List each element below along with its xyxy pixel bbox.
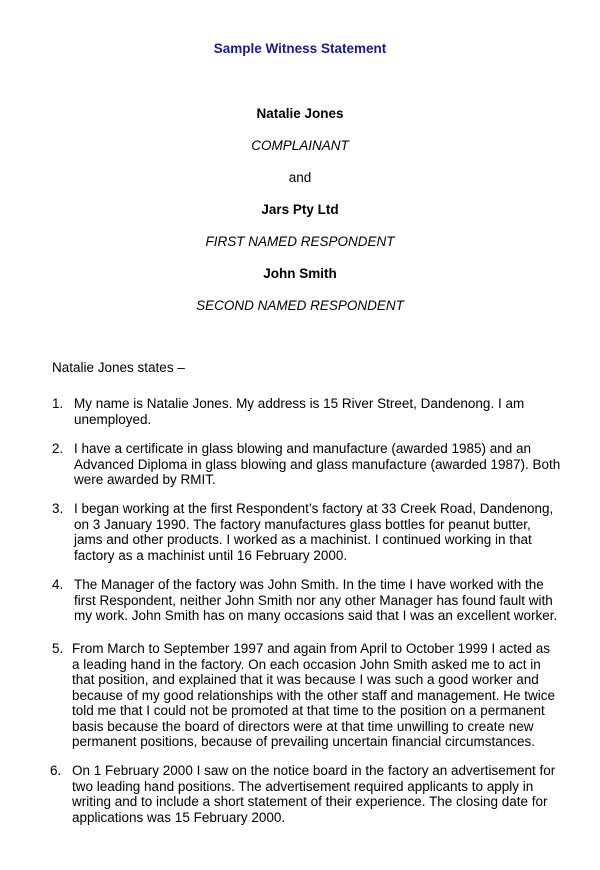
paragraph-line: were awarded by RMIT. — [74, 472, 216, 487]
paragraph-line: told me that I could not be promoted at that time to the position on a permanent — [72, 703, 545, 718]
second-respondent-role: SECOND NAMED RESPONDENT — [196, 298, 404, 313]
paragraph-line: I began working at the first Respondent’s factory at 33 Creek Road, Dandenong, — [74, 501, 554, 516]
second-respondent-name: John Smith — [263, 266, 337, 281]
paragraph-line: basis because the board of directors were at that time unwilling to create new — [72, 718, 534, 734]
paragraph-line: unemployed. — [74, 411, 152, 427]
paragraph-line: On 1 February 2000 I saw on the notice board in the factory an advertisement for — [72, 763, 556, 778]
paragraph-line: on 3 January 1990. The factory manufactures glass bottles for peanut butter, — [74, 516, 531, 532]
paragraph-line: a leading hand in the factory. On each occasion John Smith asked me to act in — [72, 656, 541, 672]
paragraph-line: applications was 15 February 2000. — [72, 809, 286, 825]
paragraph-line: My name is Natalie Jones. My address is 15 River Street, Dandenong. I am — [74, 396, 525, 411]
first-respondent-name: Jars Pty Ltd — [261, 202, 339, 217]
paragraph-number: 2. — [52, 441, 64, 456]
first-respondent-role: FIRST NAMED RESPONDENT — [205, 234, 395, 249]
paragraph-line: first Respondent, neither John Smith nor any other Manager has found fault with — [74, 592, 553, 608]
paragraph-number: 6. — [50, 763, 62, 778]
paragraph-line: permanent positions, because of prevailing uncertain financial circumstances. — [72, 734, 536, 749]
paragraph-line: From March to September 1997 and again from April to October 1999 I acted as — [72, 641, 551, 656]
paragraph-line: factory as a machinist until 16 February 2000. — [74, 547, 348, 563]
paragraph-line: two leading hand positions. The advertisement required applicants to apply in — [72, 778, 534, 794]
paragraph-line: The Manager of the factory was John Smith. In the time I have worked with the — [74, 577, 544, 592]
paragraph-line: I have a certificate in glass blowing and manufacture (awarded 1985) and an — [74, 441, 532, 456]
paragraph-line: my work. John Smith has on many occasions said that I was an excellent worker. — [74, 608, 558, 623]
document-title: Sample Witness Statement — [213, 41, 387, 56]
paragraph-number: 3. — [52, 501, 64, 516]
complainant-role: COMPLAINANT — [251, 138, 349, 153]
paragraph-line: that position, and explained that it was because I was such a good worker and — [72, 672, 539, 687]
paragraph-number: 1. — [52, 396, 64, 411]
paragraph-line: because of my good relationships with the other staff and management. He twice — [72, 687, 556, 703]
paragraph-line: Advanced Diploma in glass blowing and glass manufacture (awarded 1987). Both — [74, 456, 561, 472]
paragraph-number: 5. — [52, 641, 64, 656]
complainant-name: Natalie Jones — [256, 106, 344, 121]
party-connector: and — [288, 170, 312, 185]
paragraph-line: jams and other products. I worked as a machinist. I continued working in that — [74, 532, 532, 547]
paragraph-number: 4. — [52, 577, 64, 592]
paragraph-line: writing and to include a short statement of their experience. The closing date for — [72, 794, 548, 809]
statement-intro: Natalie Jones states – — [52, 360, 185, 375]
